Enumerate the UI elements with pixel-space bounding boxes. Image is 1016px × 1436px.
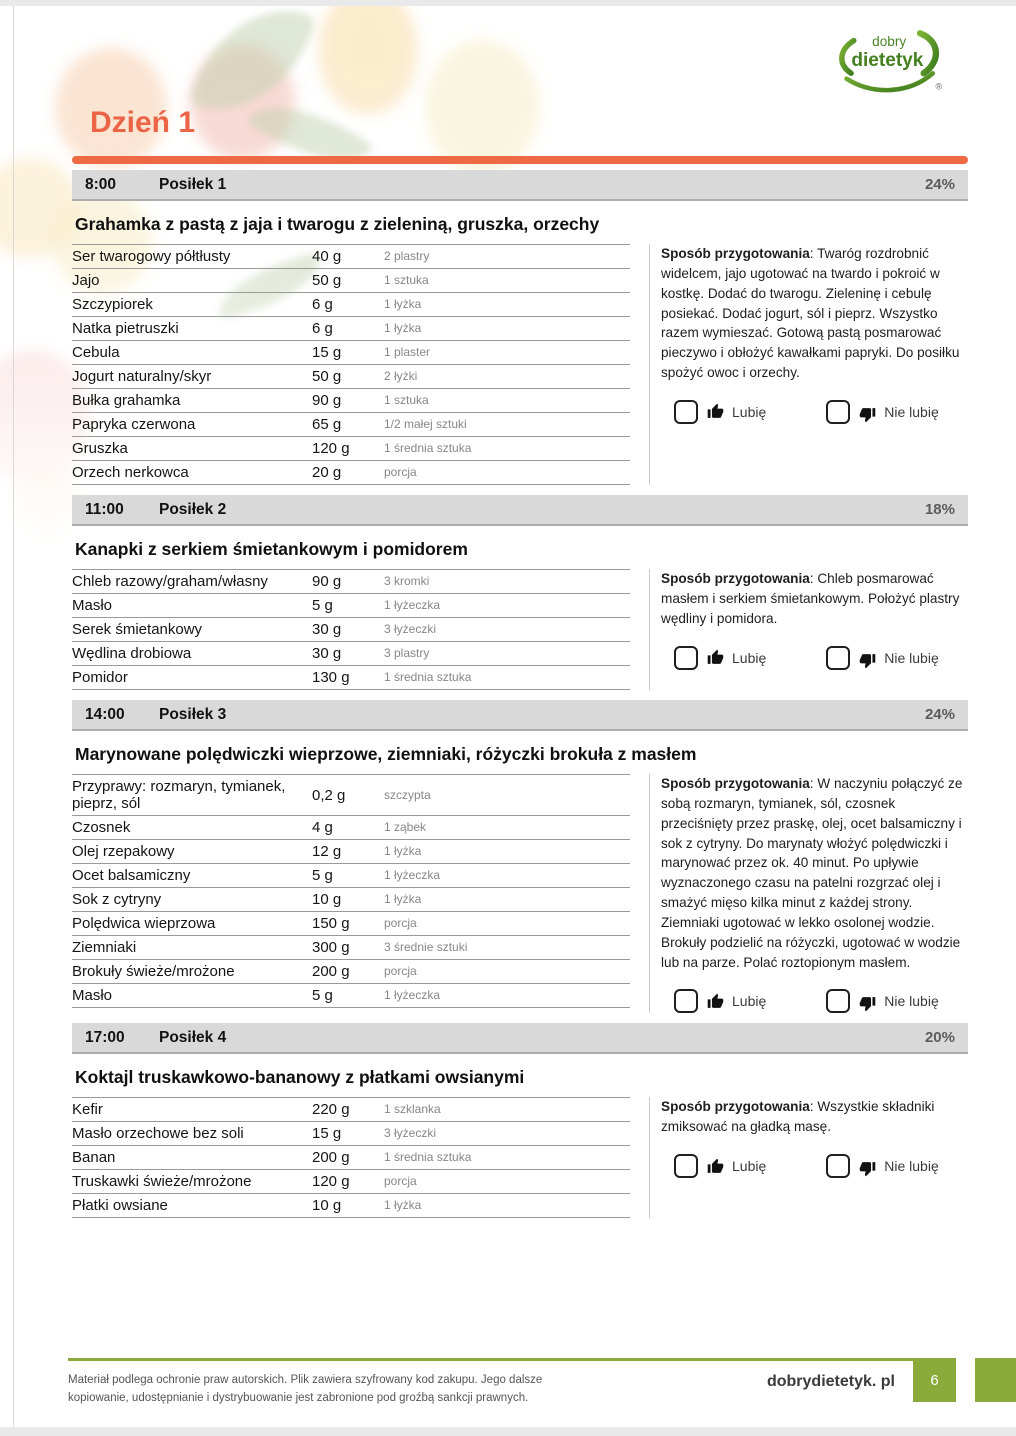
- dislike-option[interactable]: [826, 400, 938, 424]
- ingredient-portion: 3 łyżeczki: [384, 618, 630, 642]
- thumb-down-icon: [859, 652, 876, 669]
- ingredient-portion: 1 sztuka: [384, 269, 630, 293]
- ingredient-portion: 1 średnia sztuka: [384, 666, 630, 690]
- ingredient-row: [72, 960, 630, 984]
- ingredient-row: [72, 936, 630, 960]
- ingredient-name: Ziemniaki: [72, 936, 312, 960]
- footer-brand-text: dobrydietetyk. pl: [766, 1373, 895, 1390]
- ingredient-row: [72, 1194, 630, 1218]
- ingredient-row: [72, 888, 630, 912]
- dislike-checkbox[interactable]: [826, 1154, 850, 1178]
- ingredient-amount: 12 g: [312, 840, 384, 864]
- ingredient-amount: 90 g: [312, 389, 384, 413]
- page-top-edge: [0, 0, 1016, 6]
- dislike-checkbox[interactable]: [826, 646, 850, 670]
- dislike-option[interactable]: [826, 989, 938, 1013]
- ingredient-amount: 20 g: [312, 461, 384, 485]
- ingredient-amount: 5 g: [312, 594, 384, 618]
- brand-logo: [832, 26, 950, 111]
- ingredient-amount: 150 g: [312, 912, 384, 936]
- like-checkbox[interactable]: [674, 400, 698, 424]
- ingredient-name: Szczypiorek: [72, 293, 312, 317]
- ingredient-row: [72, 245, 630, 269]
- ingredient-portion: 1 średnia sztuka: [384, 437, 630, 461]
- ingredient-row: [72, 570, 630, 594]
- meal-body: [72, 569, 968, 690]
- like-option[interactable]: [674, 646, 766, 670]
- ingredient-name: Natka pietruszki: [72, 317, 312, 341]
- meal-body: [72, 774, 968, 1013]
- ingredients-table: [72, 774, 630, 1008]
- ingredient-portion: 2 plastry: [384, 245, 630, 269]
- ingredient-amount: 130 g: [312, 666, 384, 690]
- ingredient-portion: 1 łyżka: [384, 317, 630, 341]
- ingredient-name: Olej rzepakowy: [72, 840, 312, 864]
- meals: [72, 170, 968, 1218]
- meal-time: 14:00: [85, 705, 125, 723]
- preparation-label: Sposób przygotowania: [661, 571, 810, 586]
- ingredient-name: Orzech nerkowca: [72, 461, 312, 485]
- preparation-body: : Chleb posmarować masłem i serkiem śmietankowym. Położyć plastry wędliny i pomidora.: [661, 571, 960, 626]
- ingredient-amount: 5 g: [312, 984, 384, 1008]
- ingredient-portion: 1 łyżka: [384, 888, 630, 912]
- dislike-label: Nie lubię: [884, 993, 939, 1010]
- ingredient-name: Czosnek: [72, 816, 312, 840]
- meal-time: 8:00: [85, 175, 117, 193]
- like-label: Lubię: [732, 1158, 767, 1175]
- thumb-up-icon: [707, 403, 724, 420]
- ingredient-name: Chleb razowy/graham/własny: [72, 570, 312, 594]
- preparation-text: [661, 774, 968, 972]
- ingredient-row: [72, 461, 630, 485]
- ingredient-amount: 300 g: [312, 936, 384, 960]
- like-checkbox[interactable]: [674, 989, 698, 1013]
- copyright-text: Materiał podlega ochronie praw autorskich. Plik zawiera szyfrowany kod zakupu. Jego dalsze kopiowanie, udostępnianie i dystrybuowanie jest zabronione pod groźbą sankcji prawnych.: [68, 1374, 543, 1404]
- ingredient-name: Masło: [72, 594, 312, 618]
- preparation-body: : W naczyniu połączyć ze sobą rozmaryn, tymianek, sól, czosnek przeciśnięty przez praskę, olej, ocet balsamiczny i sok z cytryny. Do marynaty włożyć polędwiczki i marynować przez ok. 40 minut. Po upływie wyznaczonego czasu na patelni rozgrzać olej i smażyć mięso kilka minut z każdej strony. Ziemniaki ugotować w lekko osolonej wodzie. Brokuły podzielić na różyczki, ugotować w wodzie lub na parze. Polać roztopionym masłem.: [661, 776, 963, 970]
- meal-name: Posiłek 3: [159, 705, 227, 723]
- ingredient-portion: 1 plaster: [384, 341, 630, 365]
- ingredient-amount: 120 g: [312, 437, 384, 461]
- ingredient-name: Banan: [72, 1146, 312, 1170]
- page-number-badge: 6: [913, 1358, 956, 1402]
- thumb-down-icon: [859, 1160, 876, 1177]
- meal-header: [72, 1023, 968, 1054]
- ingredient-portion: szczypta: [384, 775, 630, 816]
- like-option[interactable]: [674, 989, 766, 1013]
- ingredient-amount: 0,2 g: [312, 775, 384, 816]
- feedback-row: [674, 400, 968, 424]
- ingredient-amount: 50 g: [312, 269, 384, 293]
- ingredient-amount: 15 g: [312, 341, 384, 365]
- meal-body: [72, 1097, 968, 1218]
- ingredient-row: [72, 594, 630, 618]
- ingredient-amount: 90 g: [312, 570, 384, 594]
- meal-header: [72, 170, 968, 201]
- ingredient-name: Sok z cytryny: [72, 888, 312, 912]
- preparation-body: : Twaróg rozdrobnić widelcem, jajo ugotować na twardo i pokroić w kostkę. Dodać do twarogu. Zieleninę i cebulę posiekać. Dodać jogurt, sól i pieprz. Wszystko razem wymieszać. Gotową pastą posmarować pieczywo i obłożyć kawałkami papryki. Do posiłku spożyć owoc i orzechy.: [661, 246, 960, 381]
- preparation-label: Sposób przygotowania: [661, 1099, 810, 1115]
- meal-title: Grahamka z pastą z jaja i twarogu z zieleniną, gruszka, orzechy: [75, 214, 600, 234]
- ingredient-portion: 1 łyżeczka: [384, 984, 630, 1008]
- ingredient-row: [72, 912, 630, 936]
- ingredient-portion: 1 łyżeczka: [384, 864, 630, 888]
- ingredient-amount: 6 g: [312, 317, 384, 341]
- like-checkbox[interactable]: [674, 646, 698, 670]
- ingredient-portion: 3 łyżeczki: [384, 1122, 630, 1146]
- ingredient-name: Pomidor: [72, 666, 312, 690]
- ingredient-amount: 50 g: [312, 365, 384, 389]
- dobry-dietetyk-logo-icon: [832, 26, 950, 106]
- meal-percent: 24%: [924, 706, 955, 723]
- ingredient-name: Ser twarogowy półtłusty: [72, 245, 312, 269]
- ingredient-amount: 120 g: [312, 1170, 384, 1194]
- dislike-checkbox[interactable]: [826, 400, 850, 424]
- like-option[interactable]: [674, 1154, 766, 1178]
- preparation-text: [661, 569, 968, 629]
- ingredient-portion: 1 łyżka: [384, 293, 630, 317]
- ingredient-name: Jajo: [72, 269, 312, 293]
- footer-accent-line: [68, 1358, 913, 1361]
- ingredient-portion: porcja: [384, 461, 630, 485]
- dislike-label: Nie lubię: [884, 1158, 939, 1175]
- ingredient-portion: 1/2 małej sztuki: [384, 413, 630, 437]
- ingredient-amount: 200 g: [312, 960, 384, 984]
- page-footer: [0, 1358, 1016, 1418]
- ingredient-name: Brokuły świeże/mrożone: [72, 960, 312, 984]
- preparation-label: Sposób przygotowania: [661, 246, 810, 261]
- preparation-column: [649, 774, 968, 1013]
- ingredient-portion: 1 ząbek: [384, 816, 630, 840]
- ingredient-row: [72, 437, 630, 461]
- meal-section: [72, 170, 968, 485]
- preparation-column: [649, 244, 968, 485]
- dislike-option[interactable]: [826, 1154, 938, 1178]
- ingredient-name: Kefir: [72, 1098, 312, 1122]
- meal-section: [72, 1023, 968, 1218]
- ingredient-name: Polędwica wieprzowa: [72, 912, 312, 936]
- page-title: Dzień 1: [90, 106, 196, 139]
- ingredient-name: Wędlina drobiowa: [72, 642, 312, 666]
- feedback-row: [674, 1154, 968, 1178]
- meal-title: Kanapki z serkiem śmietankowym i pomidorem: [75, 539, 468, 559]
- ingredient-amount: 10 g: [312, 888, 384, 912]
- preparation-label: Sposób przygotowania: [661, 776, 810, 791]
- ingredient-name: Serek śmietankowy: [72, 618, 312, 642]
- ingredient-amount: 30 g: [312, 642, 384, 666]
- ingredient-name: Papryka czerwona: [72, 413, 312, 437]
- meal-percent: 24%: [924, 176, 955, 193]
- meal-header: [72, 700, 968, 731]
- feedback-row: [674, 989, 968, 1013]
- ingredient-row: [72, 1146, 630, 1170]
- ingredient-amount: 15 g: [312, 1122, 384, 1146]
- ingredient-name: Jogurt naturalny/skyr: [72, 365, 312, 389]
- dislike-option[interactable]: [826, 646, 938, 670]
- like-option[interactable]: [674, 400, 766, 424]
- ingredient-portion: 1 łyżka: [384, 840, 630, 864]
- thumb-down-icon: [859, 406, 876, 423]
- meal-title: Koktajl truskawkowo-bananowy z płatkami owsianymi: [75, 1067, 525, 1088]
- ingredient-row: [72, 864, 630, 888]
- page-left-border: [13, 6, 14, 1427]
- like-label: Lubię: [732, 649, 767, 666]
- meal-percent: 18%: [924, 501, 955, 518]
- ingredient-row: [72, 341, 630, 365]
- preparation-text: [661, 244, 968, 383]
- like-label: Lubię: [732, 403, 767, 420]
- meal-section: [72, 495, 968, 690]
- meal-percent: 20%: [924, 1029, 955, 1047]
- preparation-column: [649, 1097, 968, 1218]
- ingredient-portion: 1 łyżeczka: [384, 594, 630, 618]
- dislike-label: Nie lubię: [884, 649, 939, 666]
- ingredient-row: [72, 1098, 630, 1122]
- ingredient-portion: 1 łyżka: [384, 1194, 630, 1218]
- preparation-column: [649, 569, 968, 690]
- content-column: [72, 156, 968, 1228]
- meal-time: 17:00: [85, 1028, 125, 1046]
- ingredient-name: Płatki owsiane: [72, 1194, 312, 1218]
- ingredient-portion: 2 łyżki: [384, 365, 630, 389]
- ingredient-row: [72, 269, 630, 293]
- ingredient-amount: 6 g: [312, 293, 384, 317]
- ingredient-name: Ocet balsamiczny: [72, 864, 312, 888]
- ingredient-amount: 65 g: [312, 413, 384, 437]
- ingredient-portion: 1 szklanka: [384, 1098, 630, 1122]
- ingredients-table: [72, 1097, 630, 1218]
- ingredient-amount: 200 g: [312, 1146, 384, 1170]
- thumb-up-icon: [707, 1158, 724, 1175]
- ingredient-amount: 4 g: [312, 816, 384, 840]
- registered-mark: ®: [935, 81, 943, 92]
- like-label: Lubię: [732, 993, 767, 1010]
- ingredient-row: [72, 775, 630, 816]
- dislike-checkbox[interactable]: [826, 989, 850, 1013]
- logo-word-top: dobry: [872, 34, 907, 50]
- ingredient-row: [72, 666, 630, 690]
- ingredient-portion: 1 sztuka: [384, 389, 630, 413]
- ingredient-row: [72, 642, 630, 666]
- ingredients-table: [72, 244, 630, 485]
- thumb-up-icon: [707, 993, 724, 1010]
- ingredient-row: [72, 413, 630, 437]
- ingredient-portion: porcja: [384, 1170, 630, 1194]
- meal-body: [72, 244, 968, 485]
- ingredient-name: Truskawki świeże/mrożone: [72, 1170, 312, 1194]
- ingredient-name: Cebula: [72, 341, 312, 365]
- accent-divider-bar: [72, 156, 968, 164]
- ingredient-name: Bułka grahamka: [72, 389, 312, 413]
- footer-green-block: [975, 1358, 1016, 1402]
- ingredient-amount: 40 g: [312, 245, 384, 269]
- ingredient-amount: 10 g: [312, 1194, 384, 1218]
- ingredient-portion: 3 plastry: [384, 642, 630, 666]
- ingredient-row: [72, 293, 630, 317]
- ingredient-portion: 3 średnie sztuki: [384, 936, 630, 960]
- meal-title: Marynowane polędwiczki wieprzowe, ziemniaki, różyczki brokuła z masłem: [75, 744, 697, 764]
- ingredient-row: [72, 984, 630, 1008]
- meal-name: Posiłek 2: [159, 500, 227, 518]
- ingredient-name: Przyprawy: rozmaryn, tymianek, pieprz, sól: [72, 775, 312, 816]
- ingredient-amount: 5 g: [312, 864, 384, 888]
- ingredient-row: [72, 1170, 630, 1194]
- thumb-down-icon: [859, 995, 876, 1012]
- ingredient-name: Masło: [72, 984, 312, 1008]
- preparation-text: [661, 1097, 968, 1137]
- ingredient-portion: porcja: [384, 912, 630, 936]
- ingredient-row: [72, 816, 630, 840]
- ingredient-amount: 220 g: [312, 1098, 384, 1122]
- ingredient-row: [72, 317, 630, 341]
- ingredient-row: [72, 840, 630, 864]
- ingredient-row: [72, 389, 630, 413]
- ingredient-row: [72, 365, 630, 389]
- ingredient-portion: porcja: [384, 960, 630, 984]
- ingredient-portion: 1 średnia sztuka: [384, 1146, 630, 1170]
- meal-time: 11:00: [85, 500, 124, 518]
- ingredient-amount: 30 g: [312, 618, 384, 642]
- ingredient-name: Gruszka: [72, 437, 312, 461]
- page-bottom-edge: [0, 1427, 1016, 1436]
- meal-header: [72, 495, 968, 526]
- like-checkbox[interactable]: [674, 1154, 698, 1178]
- ingredient-portion: 3 kromki: [384, 570, 630, 594]
- meal-name: Posiłek 1: [159, 175, 227, 193]
- logo-word-bottom: dietetyk: [851, 50, 924, 71]
- feedback-row: [674, 646, 968, 670]
- meal-section: [72, 700, 968, 1013]
- ingredient-row: [72, 1122, 630, 1146]
- ingredient-row: [72, 618, 630, 642]
- ingredient-name: Masło orzechowe bez soli: [72, 1122, 312, 1146]
- ingredients-table: [72, 569, 630, 690]
- thumb-up-icon: [707, 649, 724, 666]
- preparation-body: : Wszystkie składniki zmiksować na gładką masę.: [661, 1099, 935, 1135]
- meal-name: Posiłek 4: [159, 1028, 227, 1046]
- dislike-label: Nie lubię: [884, 403, 939, 420]
